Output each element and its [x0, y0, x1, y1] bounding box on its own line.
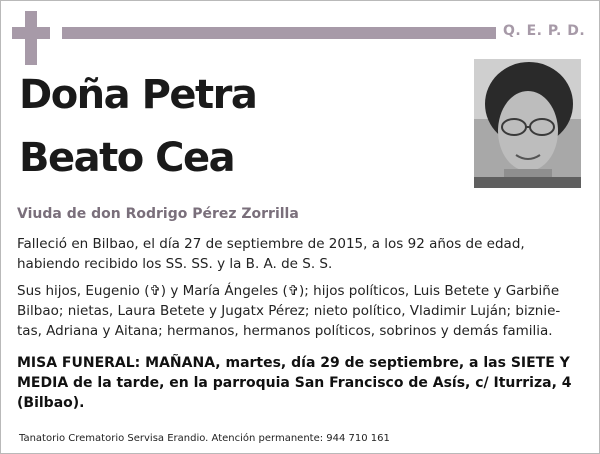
cross-icon-bar — [12, 27, 50, 39]
widow-subtitle: Viuda de don Rodrigo Pérez Zorrilla — [17, 206, 299, 222]
funeral-mass-paragraph — [17, 353, 585, 413]
deceased-name-line-1: Doña Petra — [19, 72, 257, 118]
portrait-photo — [474, 59, 581, 188]
deceased-name-line-2: Beato Cea — [19, 135, 235, 181]
text-line: habiendo recibido los SS. SS. y la B. A. de S. S. — [17, 256, 333, 272]
text-line: Sus hijos, Eugenio (✞) y María Ángeles (✞); hijos políticos, Luis Betete y Garbiñe — [17, 283, 560, 299]
text-line: MISA FUNERAL: MAÑANA, martes, día 29 de septiembre, a las SIETE Y — [17, 355, 570, 371]
text-line: Bilbao; nietas, Laura Betete y Jugatx Pérez; nieto político, Vladimir Luján; biznie- — [17, 303, 561, 319]
death-notice-paragraph — [17, 234, 585, 274]
funeral-home-footer: Tanatorio Crematorio Servisa Erandio. Atención permanente: 944 710 161 — [19, 433, 390, 444]
text-line: tas, Adriana y Aitana; hermanos, hermanos políticos, sobrinos y demás familia. — [17, 323, 553, 339]
text-line: MEDIA de la tarde, en la parroquia San Francisco de Asís, c/ Iturriza, 4 — [17, 375, 572, 391]
family-paragraph — [17, 281, 585, 341]
qepd-label: Q. E. P. D. — [503, 23, 586, 39]
header-rule — [62, 27, 496, 39]
text-line: Falleció en Bilbao, el día 27 de septiembre de 2015, a los 92 años de edad, — [17, 236, 525, 252]
text-line: (Bilbao). — [17, 395, 85, 411]
